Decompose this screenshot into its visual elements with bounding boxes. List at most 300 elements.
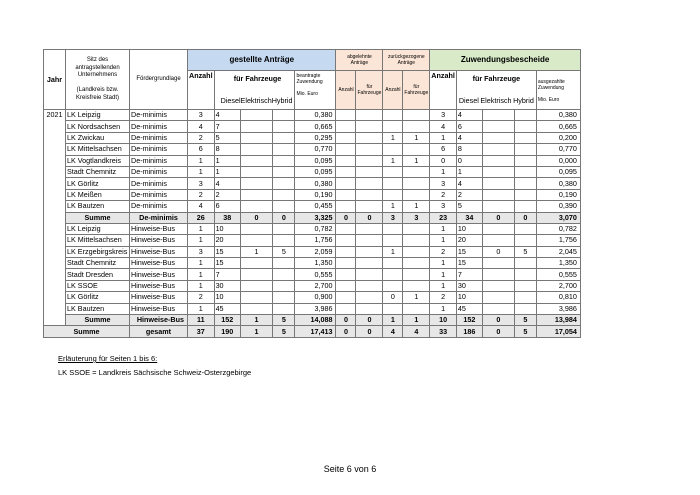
cell-zw-elektro xyxy=(482,223,514,234)
cell-diesel: 2 xyxy=(214,189,240,200)
cell-abg-fz xyxy=(356,166,383,177)
cell-ausgezahlt: 0,000 xyxy=(536,155,580,166)
header-abg-anzahl: Anzahl xyxy=(336,71,356,110)
cell-zw-anz: 4 xyxy=(430,121,457,132)
cell-zw-anz: 1 xyxy=(430,258,457,269)
table-row xyxy=(44,246,581,257)
cell-sitz: LK Mittelsachsen xyxy=(66,144,130,155)
cell-zur-fz xyxy=(403,189,430,200)
cell-hybrid xyxy=(273,110,295,121)
sum-zw-anz: 23 xyxy=(430,212,457,223)
cell-zur-fz xyxy=(403,246,430,257)
cell-beantragt: 0,095 xyxy=(295,166,336,177)
sum-diesel: 38 xyxy=(214,212,240,223)
sum-abg-fz: 0 xyxy=(356,315,383,326)
cell-zw-elektro xyxy=(482,178,514,189)
header-abg-fahrzeuge: für Fahrzeuge xyxy=(356,71,383,110)
header-ausgezahlte-zuwendung: ausgezahlte Zuwendung Mio. Euro xyxy=(536,71,580,110)
cell-beantragt: 2,059 xyxy=(295,246,336,257)
cell-ausgezahlt: 0,200 xyxy=(536,132,580,143)
cell-zw-hybrid xyxy=(514,178,536,189)
cell-sitz: LK Nordsachsen xyxy=(66,121,130,132)
cell-zw-anz: 1 xyxy=(430,166,457,177)
cell-abg-anz xyxy=(336,258,356,269)
cell-zw-hybrid xyxy=(514,166,536,177)
cell-zw-diesel: 30 xyxy=(456,280,482,291)
cell-diesel: 45 xyxy=(214,303,240,314)
cell-hybrid xyxy=(273,201,295,212)
sum-abg-anz: 0 xyxy=(336,212,356,223)
cell-ausgezahlt: 3,986 xyxy=(536,303,580,314)
cell-zur-anz: 1 xyxy=(383,246,403,257)
header-elektrisch: Elektrisch xyxy=(240,96,272,105)
cell-abg-anz xyxy=(336,132,356,143)
sum-elektro: 1 xyxy=(240,315,272,326)
cell-sitz: Stadt Chemnitz xyxy=(66,258,130,269)
cell-abg-fz xyxy=(356,246,383,257)
cell-zur-anz xyxy=(383,235,403,246)
sum-row xyxy=(44,212,581,223)
cell-diesel: 15 xyxy=(214,258,240,269)
cell-beantragt: 0,190 xyxy=(295,189,336,200)
cell-zw-anz: 1 xyxy=(430,223,457,234)
cell-zw-anz: 3 xyxy=(430,178,457,189)
cell-sitz: LK Görlitz xyxy=(66,178,130,189)
header-anzahl: Anzahl xyxy=(188,71,215,110)
cell-zur-anz: 1 xyxy=(383,201,403,212)
sum-beantragt: 14,088 xyxy=(295,315,336,326)
cell-elektro xyxy=(240,178,272,189)
cell-zur-fz xyxy=(403,280,430,291)
cell-zw-hybrid: 5 xyxy=(514,246,536,257)
cell-beantragt: 0,782 xyxy=(295,223,336,234)
cell-beantragt: 0,555 xyxy=(295,269,336,280)
cell-zw-diesel: 45 xyxy=(456,303,482,314)
cell-abg-fz xyxy=(356,235,383,246)
table-row xyxy=(44,269,581,280)
cell-foerdergrundlage: De-minimis xyxy=(130,155,188,166)
cell-zur-anz xyxy=(383,110,403,121)
cell-zw-anz: 2 xyxy=(430,246,457,257)
cell-foerdergrundlage: Hinweise-Bus xyxy=(130,235,188,246)
cell-anzahl: 1 xyxy=(188,303,215,314)
table-row xyxy=(44,258,581,269)
cell-zw-diesel: 4 xyxy=(456,178,482,189)
header-zw-anzahl: Anzahl xyxy=(430,71,457,110)
cell-abg-anz xyxy=(336,178,356,189)
sum-abg-anz: 0 xyxy=(336,315,356,326)
total-zw-hybrid: 5 xyxy=(514,326,536,337)
cell-diesel: 1 xyxy=(214,166,240,177)
sum-hybrid: 0 xyxy=(273,212,295,223)
cell-zw-elektro xyxy=(482,269,514,280)
cell-zw-diesel: 5 xyxy=(456,201,482,212)
cell-zw-anz: 3 xyxy=(430,110,457,121)
cell-abg-fz xyxy=(356,280,383,291)
cell-hybrid xyxy=(273,223,295,234)
sum-grund: Hinweise-Bus xyxy=(130,315,188,326)
cell-beantragt: 1,756 xyxy=(295,235,336,246)
cell-zw-anz: 0 xyxy=(430,155,457,166)
cell-beantragt: 0,455 xyxy=(295,201,336,212)
notes-line: LK SSOE = Landkreis Sächsische Schweiz-Osterzgebirge xyxy=(58,368,252,377)
cell-elektro xyxy=(240,223,272,234)
sum-zw-hybrid: 5 xyxy=(514,315,536,326)
table-row xyxy=(44,121,581,132)
cell-anzahl: 1 xyxy=(188,235,215,246)
cell-zur-fz xyxy=(403,121,430,132)
sum-zur-anz: 1 xyxy=(383,315,403,326)
total-abg-fz: 0 xyxy=(356,326,383,337)
total-beantragt: 17,413 xyxy=(295,326,336,337)
sum-abg-fz: 0 xyxy=(356,212,383,223)
statistics-table xyxy=(43,49,581,338)
cell-zw-hybrid xyxy=(514,110,536,121)
cell-zw-elektro xyxy=(482,280,514,291)
cell-hybrid xyxy=(273,303,295,314)
cell-foerdergrundlage: De-minimis xyxy=(130,121,188,132)
cell-zw-elektro xyxy=(482,121,514,132)
cell-abg-anz xyxy=(336,269,356,280)
cell-zur-anz: 1 xyxy=(383,155,403,166)
cell-abg-fz xyxy=(356,223,383,234)
cell-zur-anz xyxy=(383,280,403,291)
sum-hybrid: 5 xyxy=(273,315,295,326)
cell-elektro xyxy=(240,110,272,121)
cell-elektro xyxy=(240,132,272,143)
cell-elektro xyxy=(240,166,272,177)
header-fahrzeuge-group xyxy=(214,71,295,110)
cell-foerdergrundlage: Hinweise-Bus xyxy=(130,303,188,314)
cell-abg-anz xyxy=(336,246,356,257)
cell-elektro xyxy=(240,235,272,246)
cell-diesel: 7 xyxy=(214,121,240,132)
cell-zw-diesel: 20 xyxy=(456,235,482,246)
cell-diesel: 30 xyxy=(214,280,240,291)
table-row xyxy=(44,166,581,177)
cell-zw-hybrid xyxy=(514,280,536,291)
cell-zw-elektro xyxy=(482,144,514,155)
header-zurueckgezogene-antraege: zurückgezogene Anträge xyxy=(383,50,430,71)
cell-zur-anz xyxy=(383,189,403,200)
cell-ausgezahlt: 1,756 xyxy=(536,235,580,246)
cell-zw-hybrid xyxy=(514,269,536,280)
cell-zw-hybrid xyxy=(514,189,536,200)
cell-zur-anz xyxy=(383,258,403,269)
cell-zw-elektro xyxy=(482,258,514,269)
cell-zw-elektro xyxy=(482,166,514,177)
cell-sitz: LK Bautzen xyxy=(66,303,130,314)
table-row xyxy=(44,280,581,291)
cell-zw-diesel: 15 xyxy=(456,258,482,269)
cell-elektro xyxy=(240,280,272,291)
table-row xyxy=(44,132,581,143)
cell-anzahl: 3 xyxy=(188,178,215,189)
cell-anzahl: 4 xyxy=(188,121,215,132)
cell-abg-anz xyxy=(336,144,356,155)
cell-anzahl: 2 xyxy=(188,189,215,200)
cell-hybrid xyxy=(273,235,295,246)
cell-foerdergrundlage: De-minimis xyxy=(130,178,188,189)
sum-zur-fz: 1 xyxy=(403,315,430,326)
cell-hybrid xyxy=(273,166,295,177)
cell-abg-fz xyxy=(356,201,383,212)
sum-beantragt: 3,325 xyxy=(295,212,336,223)
cell-zw-diesel: 1 xyxy=(456,166,482,177)
cell-foerdergrundlage: De-minimis xyxy=(130,132,188,143)
cell-beantragt: 1,350 xyxy=(295,258,336,269)
cell-zw-diesel: 6 xyxy=(456,121,482,132)
cell-abg-fz xyxy=(356,144,383,155)
header-beantragte-zuwendung: beantragte Zuwendung Mio. Euro xyxy=(295,71,336,110)
cell-beantragt: 2,700 xyxy=(295,280,336,291)
cell-foerdergrundlage: Hinweise-Bus xyxy=(130,280,188,291)
cell-foerdergrundlage: De-minimis xyxy=(130,189,188,200)
cell-beantragt: 0,665 xyxy=(295,121,336,132)
cell-diesel: 1 xyxy=(214,155,240,166)
cell-diesel: 5 xyxy=(214,132,240,143)
sum-zur-anz: 3 xyxy=(383,212,403,223)
cell-abg-fz xyxy=(356,258,383,269)
cell-zur-fz xyxy=(403,166,430,177)
cell-abg-fz xyxy=(356,189,383,200)
cell-sitz: LK Zwickau xyxy=(66,132,130,143)
cell-abg-fz xyxy=(356,132,383,143)
cell-foerdergrundlage: De-minimis xyxy=(130,110,188,121)
sum-ausgezahlt: 13,984 xyxy=(536,315,580,326)
cell-diesel: 20 xyxy=(214,235,240,246)
total-zur-anz: 4 xyxy=(383,326,403,337)
cell-zur-fz xyxy=(403,269,430,280)
header-zw-diesel: Diesel xyxy=(458,96,479,105)
cell-zur-fz xyxy=(403,235,430,246)
cell-zw-hybrid xyxy=(514,201,536,212)
cell-zur-fz xyxy=(403,258,430,269)
total-ausgezahlt: 17,054 xyxy=(536,326,580,337)
cell-zw-anz: 1 xyxy=(430,269,457,280)
cell-anzahl: 3 xyxy=(188,246,215,257)
cell-foerdergrundlage: Hinweise-Bus xyxy=(130,223,188,234)
cell-ausgezahlt: 0,782 xyxy=(536,223,580,234)
cell-zur-anz xyxy=(383,144,403,155)
total-abg-anz: 0 xyxy=(336,326,356,337)
cell-abg-anz xyxy=(336,189,356,200)
cell-abg-anz xyxy=(336,223,356,234)
header-sitz: Sitz des antragstellenden Unternehmens (Landkreis bzw. Kreisfreie Stadt) xyxy=(66,50,130,110)
cell-zur-anz xyxy=(383,121,403,132)
cell-foerdergrundlage: Hinweise-Bus xyxy=(130,292,188,303)
cell-zw-elektro xyxy=(482,292,514,303)
cell-zw-hybrid xyxy=(514,155,536,166)
cell-zw-elektro xyxy=(482,155,514,166)
cell-zw-diesel: 8 xyxy=(456,144,482,155)
cell-hybrid: 5 xyxy=(273,246,295,257)
cell-zur-fz: 1 xyxy=(403,132,430,143)
total-zw-diesel: 186 xyxy=(456,326,482,337)
cell-abg-fz xyxy=(356,178,383,189)
header-abgelehnte-antraege: abgelehnte Anträge xyxy=(336,50,383,71)
cell-zur-fz xyxy=(403,144,430,155)
cell-diesel: 4 xyxy=(214,110,240,121)
table-row xyxy=(44,292,581,303)
cell-elektro xyxy=(240,201,272,212)
cell-zw-diesel: 15 xyxy=(456,246,482,257)
header-gestellte-antraege: gestellte Anträge xyxy=(188,50,336,71)
cell-abg-anz xyxy=(336,121,356,132)
cell-anzahl: 6 xyxy=(188,144,215,155)
cell-anzahl: 1 xyxy=(188,155,215,166)
table-row xyxy=(44,303,581,314)
cell-zur-anz xyxy=(383,166,403,177)
cell-zw-anz: 6 xyxy=(430,144,457,155)
sum-label: Summe xyxy=(66,212,130,223)
cell-elektro xyxy=(240,155,272,166)
cell-anzahl: 2 xyxy=(188,292,215,303)
sum-ausgezahlt: 3,070 xyxy=(536,212,580,223)
header-diesel: Diesel xyxy=(220,96,241,105)
cell-ausgezahlt: 0,190 xyxy=(536,189,580,200)
cell-elektro xyxy=(240,258,272,269)
cell-foerdergrundlage: Hinweise-Bus xyxy=(130,246,188,257)
cell-hybrid xyxy=(273,292,295,303)
cell-ausgezahlt: 0,390 xyxy=(536,201,580,212)
cell-sitz: LK Leipzig xyxy=(66,110,130,121)
cell-sitz: Stadt Chemnitz xyxy=(66,166,130,177)
cell-ausgezahlt: 0,770 xyxy=(536,144,580,155)
total-zw-anz: 33 xyxy=(430,326,457,337)
cell-ausgezahlt: 0,665 xyxy=(536,121,580,132)
cell-sitz: Stadt Dresden xyxy=(66,269,130,280)
cell-zur-fz: 1 xyxy=(403,292,430,303)
cell-zur-anz xyxy=(383,303,403,314)
cell-sitz: LK Görlitz xyxy=(66,292,130,303)
cell-abg-fz xyxy=(356,292,383,303)
total-hybrid: 5 xyxy=(273,326,295,337)
cell-zw-anz: 2 xyxy=(430,292,457,303)
cell-diesel: 7 xyxy=(214,269,240,280)
page-footer: Seite 6 von 6 xyxy=(323,464,377,474)
cell-sitz: LK Vogtlandkreis xyxy=(66,155,130,166)
cell-anzahl: 4 xyxy=(188,201,215,212)
cell-elektro xyxy=(240,303,272,314)
cell-zur-fz: 1 xyxy=(403,155,430,166)
cell-zw-diesel: 0 xyxy=(456,155,482,166)
cell-zw-anz: 1 xyxy=(430,235,457,246)
cell-foerdergrundlage: Hinweise-Bus xyxy=(130,258,188,269)
cell-zur-anz xyxy=(383,178,403,189)
cell-sitz: LK Mittelsachsen xyxy=(66,235,130,246)
cell-diesel: 6 xyxy=(214,201,240,212)
cell-zw-hybrid xyxy=(514,132,536,143)
cell-zw-elektro xyxy=(482,235,514,246)
cell-elektro xyxy=(240,292,272,303)
sum-row xyxy=(44,315,581,326)
cell-zur-anz xyxy=(383,223,403,234)
sum-zw-hybrid: 0 xyxy=(514,212,536,223)
total-zur-fz: 4 xyxy=(403,326,430,337)
cell-elektro xyxy=(240,144,272,155)
sum-zw-diesel: 152 xyxy=(456,315,482,326)
cell-zw-diesel: 4 xyxy=(456,132,482,143)
cell-abg-fz xyxy=(356,121,383,132)
total-row xyxy=(44,326,581,337)
header-fuer-fahrzeuge: für Fahrzeuge xyxy=(233,74,282,83)
cell-hybrid xyxy=(273,178,295,189)
table-row xyxy=(44,144,581,155)
table-row xyxy=(44,223,581,234)
cell-zw-anz: 1 xyxy=(430,280,457,291)
cell-elektro xyxy=(240,189,272,200)
cell-zur-anz xyxy=(383,269,403,280)
cell-zw-elektro xyxy=(482,303,514,314)
cell-ausgezahlt: 0,380 xyxy=(536,110,580,121)
cell-zw-hybrid xyxy=(514,223,536,234)
cell-zw-elektro xyxy=(482,132,514,143)
cell-elektro: 1 xyxy=(240,246,272,257)
cell-diesel: 15 xyxy=(214,246,240,257)
cell-ausgezahlt: 0,095 xyxy=(536,166,580,177)
cell-foerdergrundlage: De-minimis xyxy=(130,201,188,212)
cell-zur-fz: 1 xyxy=(403,201,430,212)
header-zw-hybrid: Hybrid xyxy=(513,96,534,105)
cell-diesel: 4 xyxy=(214,178,240,189)
header-zur-anzahl: Anzahl xyxy=(383,71,403,110)
sum-zur-fz: 3 xyxy=(403,212,430,223)
cell-zw-anz: 2 xyxy=(430,189,457,200)
cell-hybrid xyxy=(273,132,295,143)
table-row xyxy=(44,189,581,200)
cell-abg-anz xyxy=(336,201,356,212)
cell-beantragt: 3,986 xyxy=(295,303,336,314)
cell-ausgezahlt: 0,380 xyxy=(536,178,580,189)
sum-zw-diesel: 34 xyxy=(456,212,482,223)
cell-elektro xyxy=(240,121,272,132)
cell-beantragt: 0,380 xyxy=(295,178,336,189)
cell-anzahl: 1 xyxy=(188,269,215,280)
cell-abg-fz xyxy=(356,155,383,166)
cell-sitz: LK Leipzig xyxy=(66,223,130,234)
cell-sitz: LK SSOE xyxy=(66,280,130,291)
cell-zw-anz: 3 xyxy=(430,201,457,212)
cell-abg-anz xyxy=(336,292,356,303)
sum-zw-anz: 10 xyxy=(430,315,457,326)
cell-sitz: LK Erzgebirgskreis xyxy=(66,246,130,257)
cell-hybrid xyxy=(273,258,295,269)
total-grund: gesamt xyxy=(130,326,188,337)
cell-ausgezahlt: 2,045 xyxy=(536,246,580,257)
cell-anzahl: 1 xyxy=(188,280,215,291)
cell-abg-anz xyxy=(336,155,356,166)
cell-hybrid xyxy=(273,121,295,132)
sum-zw-elektro: 0 xyxy=(482,315,514,326)
sum-grund: De-minimis xyxy=(130,212,188,223)
total-anzahl: 37 xyxy=(188,326,215,337)
cell-zur-fz xyxy=(403,110,430,121)
cell-zw-hybrid xyxy=(514,303,536,314)
cell-anzahl: 3 xyxy=(188,110,215,121)
cell-zur-fz xyxy=(403,178,430,189)
cell-diesel: 8 xyxy=(214,144,240,155)
sum-anzahl: 26 xyxy=(188,212,215,223)
cell-anzahl: 1 xyxy=(188,166,215,177)
cell-zw-hybrid xyxy=(514,144,536,155)
cell-hybrid xyxy=(273,155,295,166)
cell-ausgezahlt: 2,700 xyxy=(536,280,580,291)
cell-zw-elektro: 0 xyxy=(482,246,514,257)
notes-title: Erläuterung für Seiten 1 bis 6: xyxy=(58,354,158,363)
cell-zw-hybrid xyxy=(514,121,536,132)
cell-diesel: 10 xyxy=(214,292,240,303)
